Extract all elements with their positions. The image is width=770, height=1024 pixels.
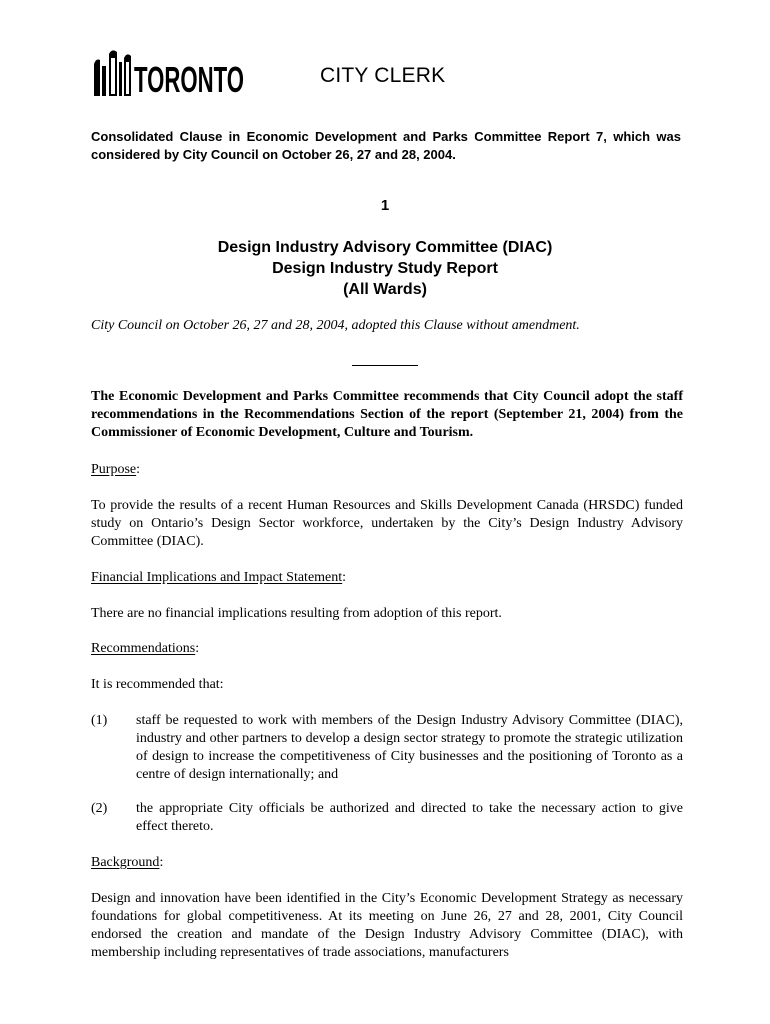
list-item-text: the appropriate City officials be authorized and directed to take the necessary action to give effect thereto.	[136, 801, 683, 834]
list-item-number: (2)	[91, 801, 108, 816]
toronto-logo	[92, 46, 246, 98]
background-text: Design and innovation have been identified in the City’s Economic Development Strategy as necessary foundations for global competitiveness. At its meeting on June 26, 27 and 28, 2001, City Council endorsed the creation and mandate of the Design Industry Advisory Committee (DIAC), with membership including representatives of trade associations, manufacturers	[91, 891, 683, 960]
title-line: (All Wards)	[343, 281, 427, 298]
title-line: Design Industry Advisory Committee (DIAC)	[217, 239, 553, 256]
adoption-note: City Council on October 26, 27 and 28, 2004, adopted this Clause without amendment.	[91, 318, 580, 333]
recommendations-colon: :	[195, 641, 200, 656]
consolidated-clause: Consolidated Clause in Economic Development and Parks Committee Report 7, which was considered by City Council on October 26, 27 and 28, 2004.	[91, 129, 681, 162]
list-item-number: (1)	[91, 713, 108, 728]
purpose-heading	[91, 461, 683, 479]
office-name: CITY CLERK	[320, 64, 446, 87]
purpose-text: To provide the results of a recent Human Resources and Skills Development Canada (HRSDC) funded study on Ontario’s Design Sector workforce, undertaken by the City’s Design Industry Advisory Committee (DIAC).	[91, 498, 683, 549]
purpose-heading-text: Purpose	[91, 462, 137, 477]
financial-heading	[91, 569, 683, 587]
recommendations-heading	[91, 640, 683, 658]
financial-text: There are no financial implications resulting from adoption of this report.	[91, 606, 502, 621]
divider	[352, 365, 418, 366]
background-heading	[91, 854, 683, 872]
financial-heading-text: Financial Implications and Impact Statement	[91, 570, 343, 585]
background-heading-text: Background	[91, 855, 160, 870]
recommendations-intro: It is recommended that:	[91, 677, 224, 692]
financial-colon: :	[342, 570, 347, 585]
report-title	[0, 237, 770, 300]
item-number: 1	[380, 197, 390, 214]
background-colon: :	[159, 855, 164, 870]
committee-recommendation: The Economic Development and Parks Committee recommends that City Council adopt the staff recommendations in the Recommendations Section of the report (September 21, 2004) from the Commissioner of Economic Development, Culture and Tourism.	[91, 389, 683, 440]
purpose-colon: :	[136, 462, 141, 477]
title-line: Design Industry Study Report	[272, 260, 498, 277]
logo-text: TORONTO	[134, 59, 244, 100]
letterhead	[92, 46, 692, 102]
list-item-text: staff be requested to work with members of the Design Industry Advisory Committee (DIAC), industry and other partners to develop a design sector strategy to promote the strategic utilization of design to increase the competitiveness of City businesses and the positioning of Toronto as a centre of design internationally; and	[136, 713, 683, 782]
recommendations-heading-text: Recommendations	[91, 641, 196, 656]
logo-wordmark	[134, 58, 246, 98]
